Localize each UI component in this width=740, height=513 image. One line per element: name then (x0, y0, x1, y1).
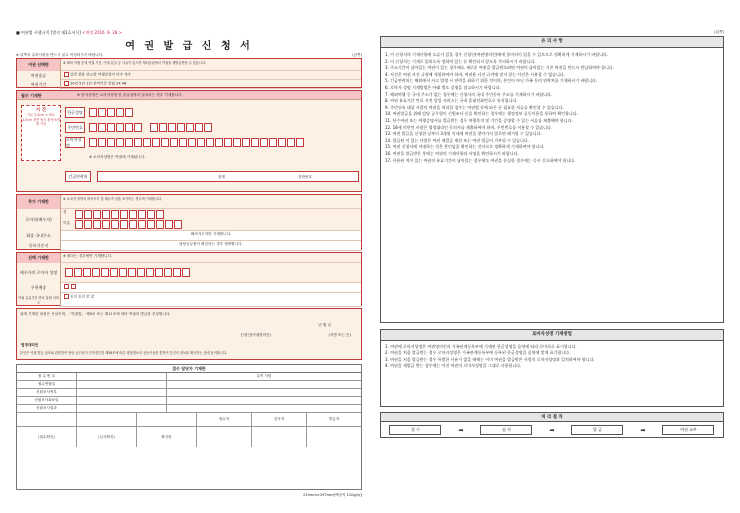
notice-item: 15. 여권 신청서에 서명하는 것은 본인임을 확인하는 것이므로 정확하게 기재하여야 합니다. (385, 144, 545, 150)
id-number-label: 주민번호 (65, 122, 85, 133)
extra-note: ※ 로마자 성명의 띄어쓰기 및 배우자 성을 표기하는 경우에 기재합니다. (61, 195, 361, 209)
roman-guide-item: 3. 여권을 처음 발급받는 경우 특별한 사유가 없을 때에는 이미 여권을 발급받은 사람의 로마자성명과 일치하여야 합니다. (385, 356, 595, 362)
office-cell[interactable] (137, 413, 197, 426)
notice-item: 13. 여권 발급을 신청한 날부터 3개월 이내에 여권을 찾아가지 않으면 폐기될 수 있습니다. (385, 131, 542, 137)
process-flow (380, 412, 724, 438)
section-label-option: 선택 기재란 (17, 253, 61, 263)
date-line[interactable]: 년 월 일 (318, 323, 331, 327)
required-header (17, 91, 361, 100)
form-title: 여 권 발 급 신 청 서 (125, 41, 253, 52)
row-label-type: 여권종류 (17, 71, 61, 80)
office-cell[interactable] (197, 427, 252, 447)
notice-item: 10. 여권발급을 위해 담당 공무원이 신원조사 등을 확인하는 경우에는 행정정보 공동이용을 통하여 확인합니다. (385, 111, 578, 117)
office-cell[interactable] (77, 405, 167, 412)
roman-guide-title: 로마자성명 기재방법 (380, 329, 724, 341)
arrow-right-icon: ➡ (640, 426, 646, 434)
roman-guide-item: 4. 여권을 재발급 받는 경우에는 이전 여권의 로마자성명을 그대로 사용합니다. (385, 362, 522, 368)
spouse-name-input[interactable] (61, 263, 361, 283)
optional-section (16, 252, 362, 306)
receipt-confirm: (접수확인) (17, 427, 77, 447)
passport-type-section (16, 58, 362, 88)
checkbox[interactable] (71, 284, 76, 289)
passport-period-options[interactable] (61, 80, 361, 89)
type-note: ※ 해외 여행 중에 여권 기간, 여권 분실 등 사유가 있으면 재외공관에서 여권을 재발급받을 수 있습니다. (61, 59, 361, 71)
notice-title: 유 의 사 항 (380, 36, 724, 48)
process-title: 처 리 절 차 (381, 413, 723, 422)
page-side-mark: (앞쪽) (352, 53, 362, 57)
notice-item: 7. 해외여행 중 국내 주소가 없는 경우에는 신청자의 국내 주민등록 주소를 기재하시기 바랍니다. (385, 91, 553, 97)
emergency-contact-input[interactable] (97, 171, 359, 182)
checkbox[interactable] (64, 72, 69, 77)
office-cell[interactable] (307, 427, 361, 447)
section-label-extra: 추가 기재란 (17, 195, 61, 209)
office-cell[interactable] (77, 397, 167, 404)
office-cell[interactable] (77, 413, 137, 426)
korean-name-input[interactable] (89, 108, 133, 117)
office-cell[interactable] (167, 381, 361, 388)
surname-cells[interactable] (75, 210, 164, 219)
office-title: 접수 담당자 기재란 (17, 365, 361, 373)
postal-options[interactable] (61, 283, 361, 293)
section-label-required: 필수 기재란 (21, 93, 42, 98)
office-cell[interactable] (17, 413, 77, 426)
checkbox[interactable] (64, 81, 69, 86)
notice-item: 2. 이 신청서는 기계로 읽히도록 정하여 있는 등 확인되지 않도록 주의하시기 바랍니다. (385, 58, 536, 64)
notice-item: 16. 여권을 발급받은 후에는 여권의 기재사항과 서명을 확인하시기 바랍니다. (385, 150, 519, 156)
declaration-text: 위에 기재한 내용은 사실이며, 「여권법」 제9조 또는 제11조에 따라 여권의 발급을 신청합니다. (20, 312, 171, 316)
spouse-roman-label: 로마자(배우자) (17, 209, 61, 231)
reviewer-label: 심사자 (252, 413, 307, 426)
declaration-box (16, 308, 362, 360)
office-row-label: 신원조사여부 (17, 389, 77, 396)
arrow-right-icon: ➡ (549, 426, 555, 434)
step-receipt: 접 수 (389, 425, 441, 435)
notice-item: 3. 주소기간이 남아있는 여권이 있는 경우에도 새로운 여권을 발급받으려면 여권이 남아있는 기존 여권을 반드시 반납하여야 합니다. (385, 65, 614, 71)
step-review: 심 사 (480, 425, 532, 435)
expiry-alert-label: 여권 유효기간 만료 알림 서비스 (17, 293, 61, 307)
notice-item: 8. 여권 유효기간 만료 사전 알림 서비스는 국내 휴대전화번호로 통지됩니다. (385, 98, 518, 104)
header-note-revision: <개정 2016. 9. 28.> (82, 30, 122, 35)
roman-guide-list (380, 341, 724, 407)
office-cell[interactable] (167, 397, 361, 404)
roman-guide-item: 2. 여권을 처음 발급받는 경우 로마자성명은 가족관계등록부에 등록된 한글성명을 음역에 맞게 표기합니다. (385, 350, 571, 356)
form-instruction: ※ 뒤쪽의 유의사항을 반드시 읽고 작성하시기 바랍니다. (16, 53, 104, 57)
notice-item: 11. 단수여권 또는 여행증명서를 발급받는 경우 여행목적 및 기간을 증명할 수 있는 서류를 제출해야 합니다. (385, 117, 573, 123)
application-form (16, 30, 362, 498)
office-row-label: 신원조사회보일 (17, 397, 77, 404)
page-side-mark-back: (뒤쪽) (714, 30, 724, 34)
office-use-table (16, 364, 362, 490)
photo-area[interactable] (21, 105, 61, 161)
office-note: 특이 사항 (256, 374, 272, 378)
office-cell[interactable] (167, 405, 361, 412)
korean-name-label: 한글성명 (65, 107, 85, 118)
required-section (16, 90, 362, 192)
consent-text: 본인은 여권 발급 심사와 관련하여 담당 공무원이 전자정부법 제36조에 따른 행정정보의 공동이용을 통하여 본인의 정보를 확인하는 것에 동의합니다. (20, 351, 228, 355)
process-steps (381, 422, 723, 438)
paper-spec: 210mm×297mm[백상지 120g/㎡] (302, 493, 362, 497)
registration-label: 등록기준지 (17, 241, 61, 251)
confirm-label: 확인란 (137, 427, 197, 447)
office-row-label: 신원조사결과 (17, 405, 77, 412)
notice-item: 5. 긴급연락처는 해외에서 사고 발생 시 연락을 취하기 위한 것이며, 본인이 아닌 가족 등의 연락처를 기재하시기 바랍니다. (385, 78, 598, 84)
surname-label: 성 (63, 210, 67, 214)
passport-period-text: 10년 5년 1년 잔여기간 알림 24 48 (70, 81, 127, 86)
option-note: ※ 원하는 경우에만 기재합니다. (61, 253, 361, 263)
spouse-name-cells[interactable] (65, 268, 190, 277)
required-note: ※ 한자성명은 로마자성명 및 한글성명과 일치하는 경우 기재합니다. (77, 93, 183, 97)
phone-label: 전화번호 (298, 175, 312, 179)
checkbox[interactable] (64, 284, 69, 289)
office-cell[interactable] (167, 389, 361, 396)
roman-name-input[interactable] (89, 138, 304, 147)
office-cell[interactable] (77, 381, 167, 388)
signer-label: 신청인(여권명의인) (240, 333, 271, 337)
registration-input[interactable]: 담당공무원이 확인하는 경우 생략합니다. (61, 241, 361, 251)
section-label-type: 여권 선택란 (17, 59, 61, 71)
address-label: 최종 국내주소 (17, 231, 61, 241)
relation-label: 관계 (218, 175, 225, 179)
step-delivery: 여권 교부 (662, 425, 714, 435)
office-cell[interactable] (252, 427, 307, 447)
office-row-label: 접수연월일 (17, 381, 77, 388)
emergency-label: 긴급연락처 (65, 171, 91, 182)
roman-guide-item: 1. 여권에 로마자성명은 여권명의인의 가족관계등록부에 기재된 한글성명을 음역에 따라 로마자로 표기합니다. (385, 344, 577, 349)
form-header-note (16, 30, 362, 36)
receiver-label: 접수자 (197, 413, 252, 426)
notice-item: 14. 발급된 이 있는 사람은 여권 재발급 제한 또는 여권 발급이 거부될 수 있습니다. (385, 137, 529, 143)
checkbox[interactable] (64, 294, 69, 299)
arrow-right-icon: ➡ (458, 426, 464, 434)
signature-field[interactable]: (서명 또는 인) (328, 333, 351, 337)
notice-item: 6. 로마자 성명 기재방법은 아래 별도 설명을 참고하시기 바랍니다. (385, 84, 501, 90)
address-input[interactable]: 해외거주자만 기재합니다. (61, 231, 361, 241)
office-cell[interactable] (77, 389, 167, 396)
photo-desc: 가로 3.5cm × 세로 4.5cm 정면 탈모 촬영 6개월 이내 (22, 113, 60, 127)
spouse-roman-input[interactable] (61, 209, 361, 231)
notice-item: 17. 사용된 적이 있는 여권의 유효기간이 남아있는 경우에도 여권을 분실한 경우에는 즉시 신고하여야 합니다. (385, 157, 576, 163)
header-note-text: ■ 여권법 시행규칙 [별지 제1호서식] (16, 30, 83, 35)
review-confirm: (심사확인) (77, 427, 137, 447)
notice-page (380, 30, 724, 498)
expiry-alert-text: 동의 동의 안 함 (70, 294, 95, 299)
office-row-label: 접 수 번 호 (17, 373, 77, 380)
office-cell[interactable] (77, 373, 167, 380)
agent-label: 법정대리인 (21, 343, 39, 347)
roman-name-label: 로마자성명 (65, 137, 85, 148)
id-number-input[interactable] (89, 123, 212, 132)
postal-label: 우편배송 (17, 283, 61, 293)
issuer-label: 발급자 (328, 417, 340, 421)
spouse-name-label: 배우자의 로마자 성명 (17, 263, 61, 283)
notice-item: 12. 18세 미만인 사람은 법정대리인 동의서를 제출하여야 하며, 주민번호를 이용할 수 있습니다. (385, 124, 553, 130)
step-issue: 발 급 (571, 425, 623, 435)
given-name-label: 이름 (63, 221, 70, 225)
row-label-period: 여권기간 (17, 80, 61, 89)
passport-kind-text: 일반 관용 외교관 여행증명서 단수 복수 (70, 72, 132, 77)
photo-label: 사 진 (35, 108, 46, 113)
notice-item: 9. 주민등록 대상 사람의 여권을 처리할 경우는 여권법 등에 따른 등 필요한 서류를 확인할 수 있습니다. (385, 104, 564, 110)
expiry-alert-options[interactable] (61, 293, 361, 307)
notice-item: 1. 이 신청서의 기재사항에 오류가 있을 경우 신청인(여권명의인)에게 불이익이 있을 수 있으므로 정확하게 기재하시기 바랍니다. (385, 52, 609, 57)
extra-section (16, 194, 362, 250)
given-name-cells[interactable] (75, 220, 182, 229)
notice-list (380, 48, 724, 323)
notice-item: 4. 사진은 여권 사진 규정에 적합하여야 하며, 여권용 사진 규격에 맞지 않는 사진은 사용할 수 없습니다. (385, 71, 565, 77)
roman-note: ※ 로마자성명은 여권에 기재됩니다. (89, 155, 146, 159)
passport-kind-options[interactable] (61, 71, 361, 80)
